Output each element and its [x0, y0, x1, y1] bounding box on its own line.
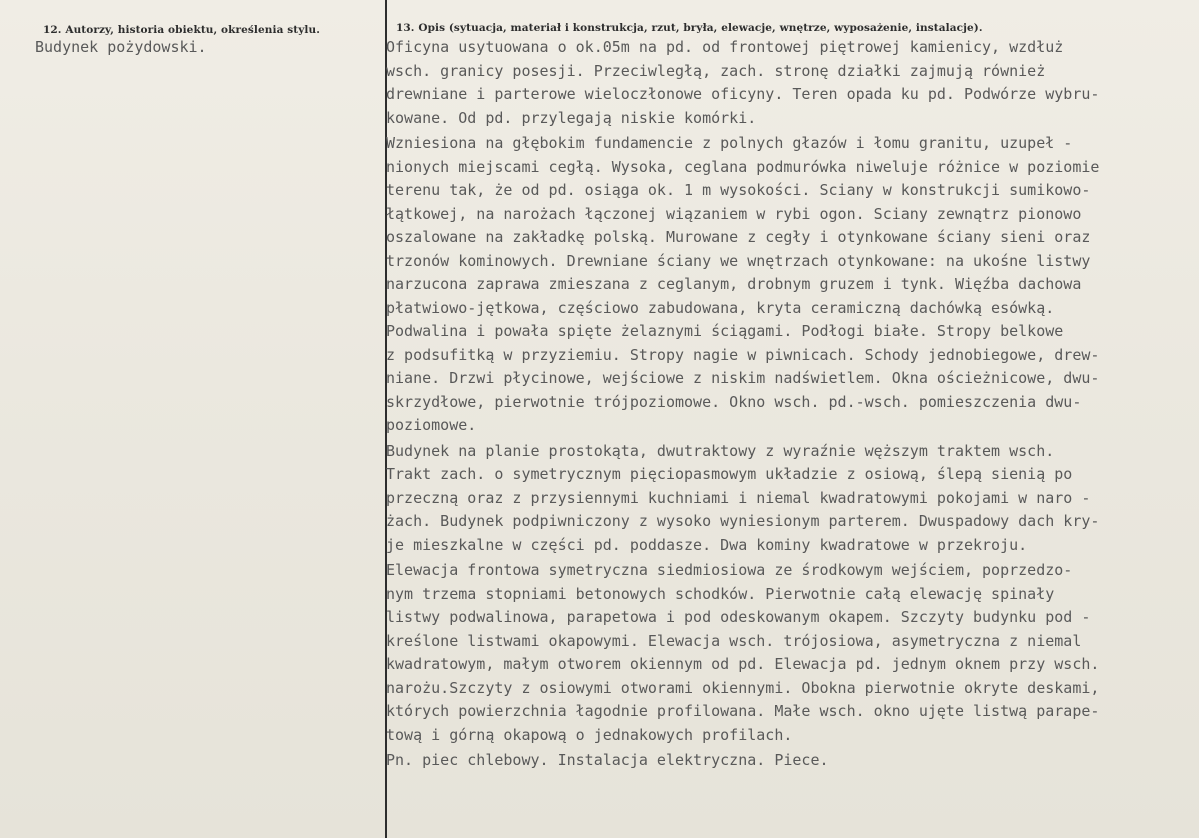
- typed-line: kreślone listwami okapowymi. Elewacja wsch. trójosiowa, asymetryczna z niemal: [386, 631, 1082, 650]
- typed-line: Elewacja frontowa symetryczna siedmiosiowa ze środkowym wejściem, poprzedzo-: [386, 561, 1073, 579]
- typed-line: płatwiowo-jętkowa, częściowo zabudowana, kryta ceramiczną dachówką esówką.: [386, 298, 1055, 317]
- typed-line: których powierzchnia łagodnie profilowana. Małe wsch. okno ujęte listwą parape-: [386, 702, 1100, 720]
- section-13-column: [386, 22, 1196, 773]
- typed-line: nym trzema stopniami betonowych schodków. Pierwotnie całą elewację spinały: [386, 584, 1055, 603]
- typed-line: niane. Drzwi płycinowe, wejściowe z niskim nadświetlem. Okna ościeżnicowe, dwu-: [386, 369, 1100, 387]
- typed-line: żach. Budynek podpiwniczony z wysoko wyniesionym parterem. Dwuspadowy dach kry-: [386, 512, 1100, 530]
- typed-line: terenu tak, że od pd. osiąga ok. 1 m wysokości. Sciany w konstrukcji sumikowo-: [386, 181, 1091, 199]
- typed-line: skrzydłowe, pierwotnie trójpoziomowe. Okno wsch. pd.-wsch. pomieszczenia dwu-: [386, 392, 1082, 411]
- typed-line: je mieszkalne w części pd. poddasze. Dwa kominy kwadratowe w przekroju.: [386, 535, 1028, 554]
- typed-line: trzonów kominowych. Drewniane ściany we wnętrzach otynkowane: na ukośne listwy: [386, 251, 1091, 270]
- typed-line: drewniane i parterowe wieloczłonowe oficyny. Teren opada ku pd. Podwórze wybru-: [386, 85, 1100, 103]
- typed-line: Budynek na planie prostokąta, dwutraktowy z wyraźnie węższym traktem wsch.: [386, 441, 1055, 460]
- typed-line: narzucona zaprawa zmieszana z ceglanym, drobnym gruzem i tynk. Więźba dachowa: [386, 275, 1082, 293]
- typed-line: tową i górną okapową o jednakowych profilach.: [386, 725, 793, 744]
- section-13-heading: 13. Opis (sytuacja, materiał i konstrukcja, rzut, bryła, elewacje, wnętrze, wyposażenie, instalacje).: [396, 22, 983, 34]
- section-12-column: [30, 24, 375, 57]
- typed-line: kwadratowym, małym otworem okiennym od pd. Elewacja pd. jednym oknem przy wsch.: [386, 655, 1100, 673]
- typed-line: narożu.Szczyty z osiowymi otworami okiennymi. Obokna pierwotnie okryte deskami,: [386, 678, 1100, 697]
- section-12-typed-text: Budynek pożydowski.: [35, 38, 207, 56]
- typed-line: oszalowane na zakładkę polską. Murowane z cegły i otynkowane ściany sieni oraz: [386, 228, 1091, 246]
- typed-line: Wzniesiona na głębokim fundamencie z polnych głazów i łomu granitu, uzupeł -: [386, 134, 1073, 152]
- typed-line: Oficyna usytuowana o ok.05m na pd. od frontowej piętrowej kamienicy, wzdłuż: [386, 38, 1064, 56]
- typed-line: nionych miejscami cegłą. Wysoka, ceglana podmurówka niweluje różnice w poziomie: [386, 157, 1100, 176]
- typed-line: Podwalina i powała spięte żelaznymi ściągami. Podłogi białe. Stropy belkowe: [386, 322, 1064, 340]
- typed-line: łątkowej, na narożach łączonej wiązaniem w rybi ogon. Sciany zewnątrz pionowo: [386, 204, 1082, 223]
- typed-line: przeczną oraz z przysiennymi kuchniami i niemal kwadratowymi pokojami w naro -: [386, 488, 1091, 507]
- typed-line: kowane. Od pd. przylegają niskie komórki.: [386, 108, 757, 127]
- typed-line: z podsufitką w przyziemiu. Stropy nagie w piwnicach. Schody jednobiegowe, drew-: [386, 345, 1100, 364]
- typed-line: wsch. granicy posesji. Przeciwległą, zach. stronę działki zajmują również: [386, 61, 1046, 80]
- section-13-typed-text: [386, 36, 1196, 773]
- typed-line: Trakt zach. o symetrycznym pięciopasmowym układzie z osiową, ślepą sienią po: [386, 465, 1073, 483]
- typed-line: poziomowe.: [386, 416, 477, 434]
- typed-line: listwy podwalinowa, parapetowa i pod odeskowanym okapem. Szczyty budynku pod -: [386, 608, 1091, 626]
- typed-line: Pn. piec chlebowy. Instalacja elektryczna. Piece.: [386, 751, 829, 769]
- section-12-heading: 12. Autorzy, historia obiektu, określenia stylu.: [43, 24, 321, 36]
